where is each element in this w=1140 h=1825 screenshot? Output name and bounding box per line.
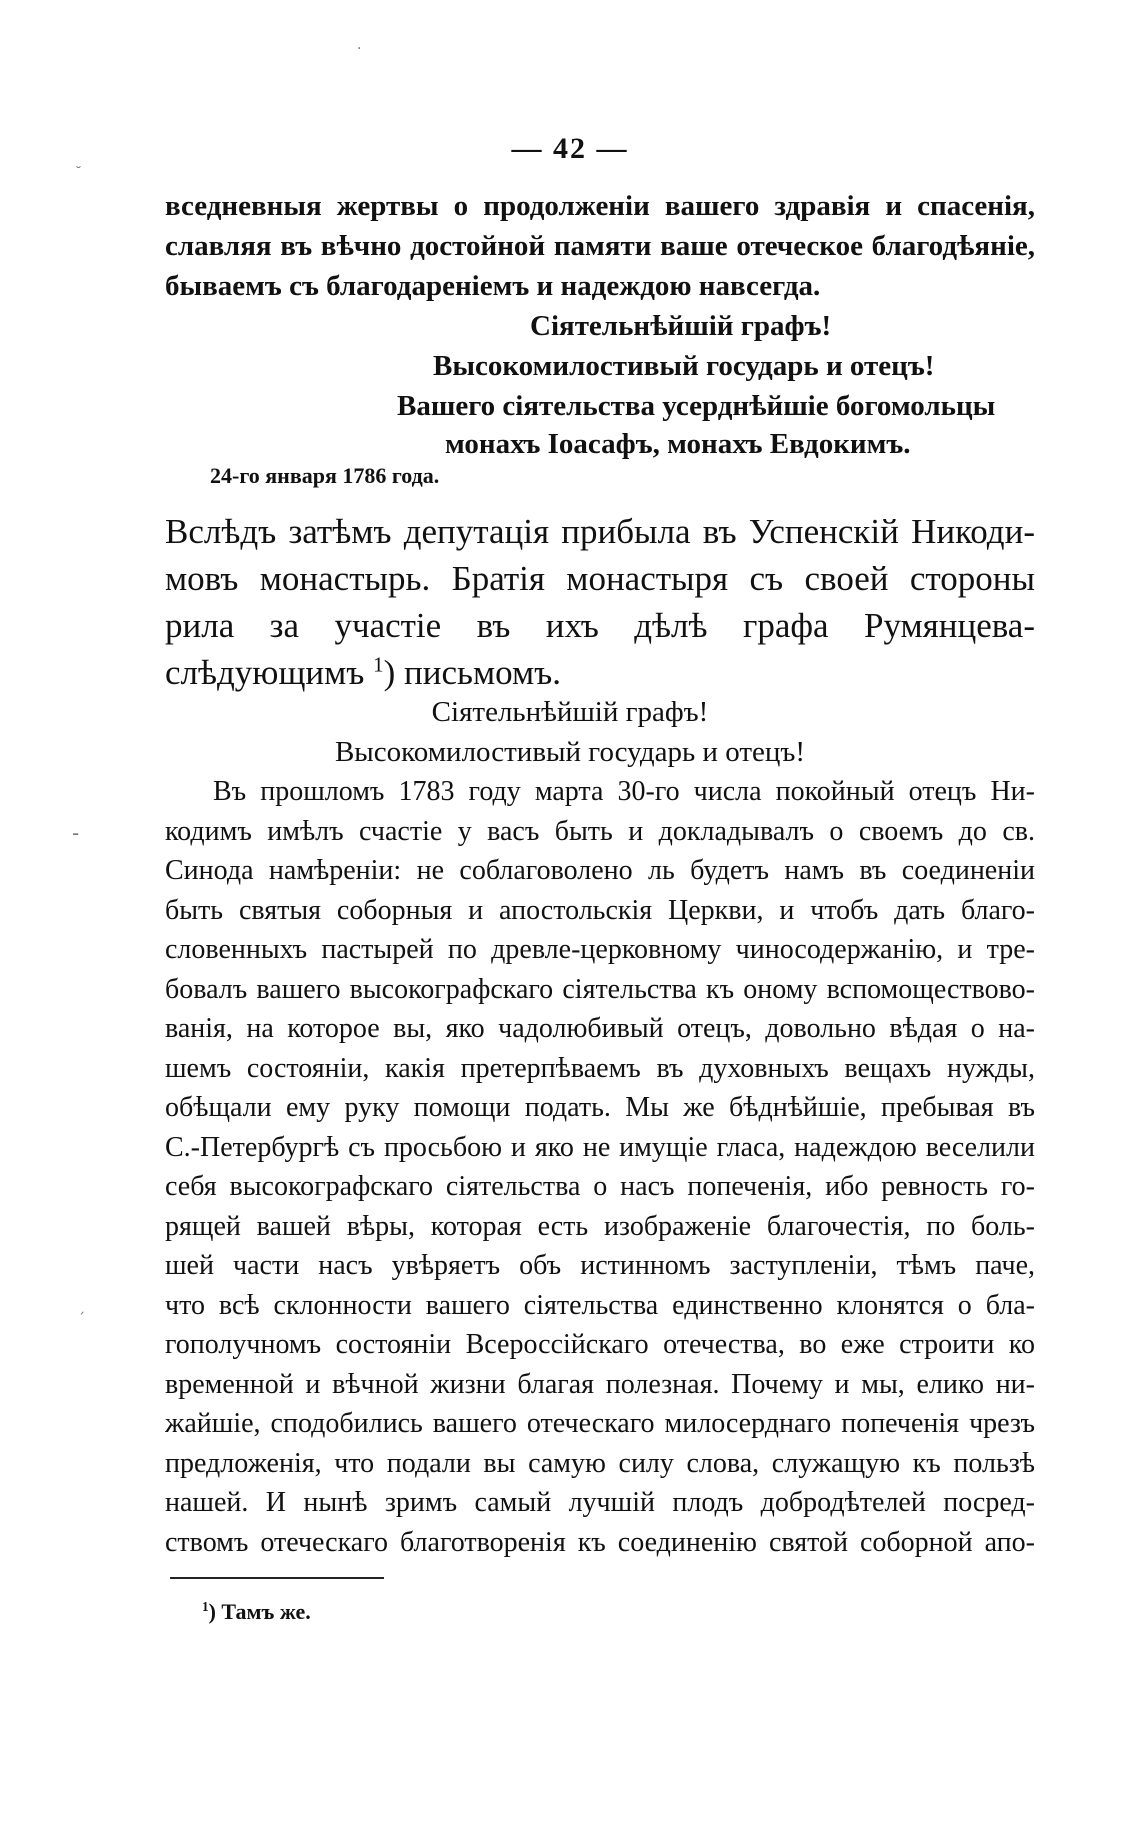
scan-mark: · xyxy=(357,41,362,57)
letter-date: 24-го января 1786 года. xyxy=(210,463,440,488)
footnote xyxy=(202,1598,311,1626)
footnote-marker: 1 xyxy=(202,1599,209,1615)
text-line: ванія, на которое вы, яко чадолюбивый отецъ, довольно вѣдая о на- xyxy=(165,1013,1035,1044)
text-line: жайшіе, сподобились вашего отеческаго милосерднаго попеченія чрезъ xyxy=(165,1408,1035,1439)
scan-mark: - xyxy=(72,821,80,845)
text-line: вседневныя жертвы о продолженіи вашего здравія и спасенія, xyxy=(165,190,1035,222)
text-line: Синода намѣреніи: не соблаговолено ль будетъ намъ въ соединеніи xyxy=(165,855,1035,886)
text-fragment: слѣдующимъ xyxy=(165,653,365,692)
scan-mark: ˏ xyxy=(78,1299,85,1315)
paragraph-letter-ending xyxy=(165,186,1035,306)
text-line: словенныхъ пастырей по древле-церковному чиносодержанію, и тре- xyxy=(165,934,1035,965)
footnote-text: ) Тамъ же. xyxy=(208,1599,311,1624)
text-line: бываемъ съ благодареніемъ и надеждою навсегда. xyxy=(165,270,821,302)
text-line xyxy=(165,649,1035,696)
letter-salutation: Сіятельнѣйшій графъ! xyxy=(431,696,709,728)
text-line: себя высокографскаго сіятельства о насъ попеченія, ибо ревность го- xyxy=(165,1171,1035,1202)
text-line: ствомъ отеческаго благотворенія къ соединенію святой соборной апо- xyxy=(165,1526,1035,1558)
text-line: что всѣ склонности вашего сіятельства единственно клонятся о бла- xyxy=(165,1289,1035,1321)
text-line: обѣщали ему руку помощи подать. Мы же бѣднѣйшіе, пребывая въ xyxy=(165,1092,1035,1123)
signature-names: монахъ Іоасафъ, монахъ Евдокимъ. xyxy=(445,428,911,460)
scan-mark: ˘ xyxy=(75,165,82,181)
text-line: шей части насъ увѣряетъ объ истинномъ заступленіи, тѣмъ паче, xyxy=(165,1250,1035,1281)
text-fragment: ) письмомъ. xyxy=(383,653,561,692)
letter-address: Высокомилостивый государь и отецъ! xyxy=(334,736,806,768)
text-line: С.-Петербургѣ съ просьбою и яко не имущіе гласа, надеждою веселили xyxy=(165,1131,1035,1163)
footnote-divider xyxy=(170,1577,384,1579)
text-line: шемъ состояніи, какія претерпѣваемъ въ духовныхъ вещахъ нужды, xyxy=(165,1052,1035,1084)
paragraph-letter-body xyxy=(165,772,1035,1562)
text-line: временной и вѣчной жизни благая полезная. Почему и мы, елико ни- xyxy=(165,1368,1035,1400)
text-line: славляя въ вѣчно достойной памяти ваше отеческое благодѣяніе, xyxy=(165,230,1035,262)
text-line: Вслѣдъ затѣмъ депутація прибыла въ Успенскій Никоди- xyxy=(165,512,1035,551)
page-number: — 42 — xyxy=(511,132,629,165)
text-line: нашей. И нынѣ зримъ самый лучшій плодъ добродѣтелей посред- xyxy=(165,1487,1035,1518)
text-line: рящей вашей вѣры, которая есть изображеніе благочестія, по боль- xyxy=(165,1210,1035,1242)
text-line: бовалъ вашего высокографскаго сіятельства къ оному вспомоществово- xyxy=(165,973,1035,1005)
text-line: мовъ монастырь. Братія монастыря съ своей стороны xyxy=(165,559,1035,598)
text-line: рила за участіе въ ихъ дѣлѣ графа Румянцева- xyxy=(165,606,1035,645)
paragraph-narrative xyxy=(165,508,1035,696)
signature-salutation: Сіятельнѣйшій графъ! xyxy=(530,310,832,342)
text-line: кодимъ имѣлъ счастіе у васъ быть и докладывалъ о своемъ до св. xyxy=(165,815,1035,847)
signature-closing: Вашего сіятельства усерднѣйшіе богомольцы xyxy=(397,390,996,422)
footnote-marker: 1 xyxy=(373,652,384,677)
text-line: гополучномъ состояніи Всероссійскаго отечества, во еже строити ко xyxy=(165,1329,1035,1360)
text-line: предложенія, что подали вы самую силу слова, служащую къ пользѣ xyxy=(165,1447,1035,1479)
text-line: быть святыя соборныя и апостольскія Церкви, и чтобъ дать благо- xyxy=(165,894,1035,926)
text-line: Въ прошломъ 1783 году марта 30-го числа покойный отецъ Ни- xyxy=(213,776,1035,807)
signature-address: Высокомилостивый государь и отецъ! xyxy=(433,350,935,382)
